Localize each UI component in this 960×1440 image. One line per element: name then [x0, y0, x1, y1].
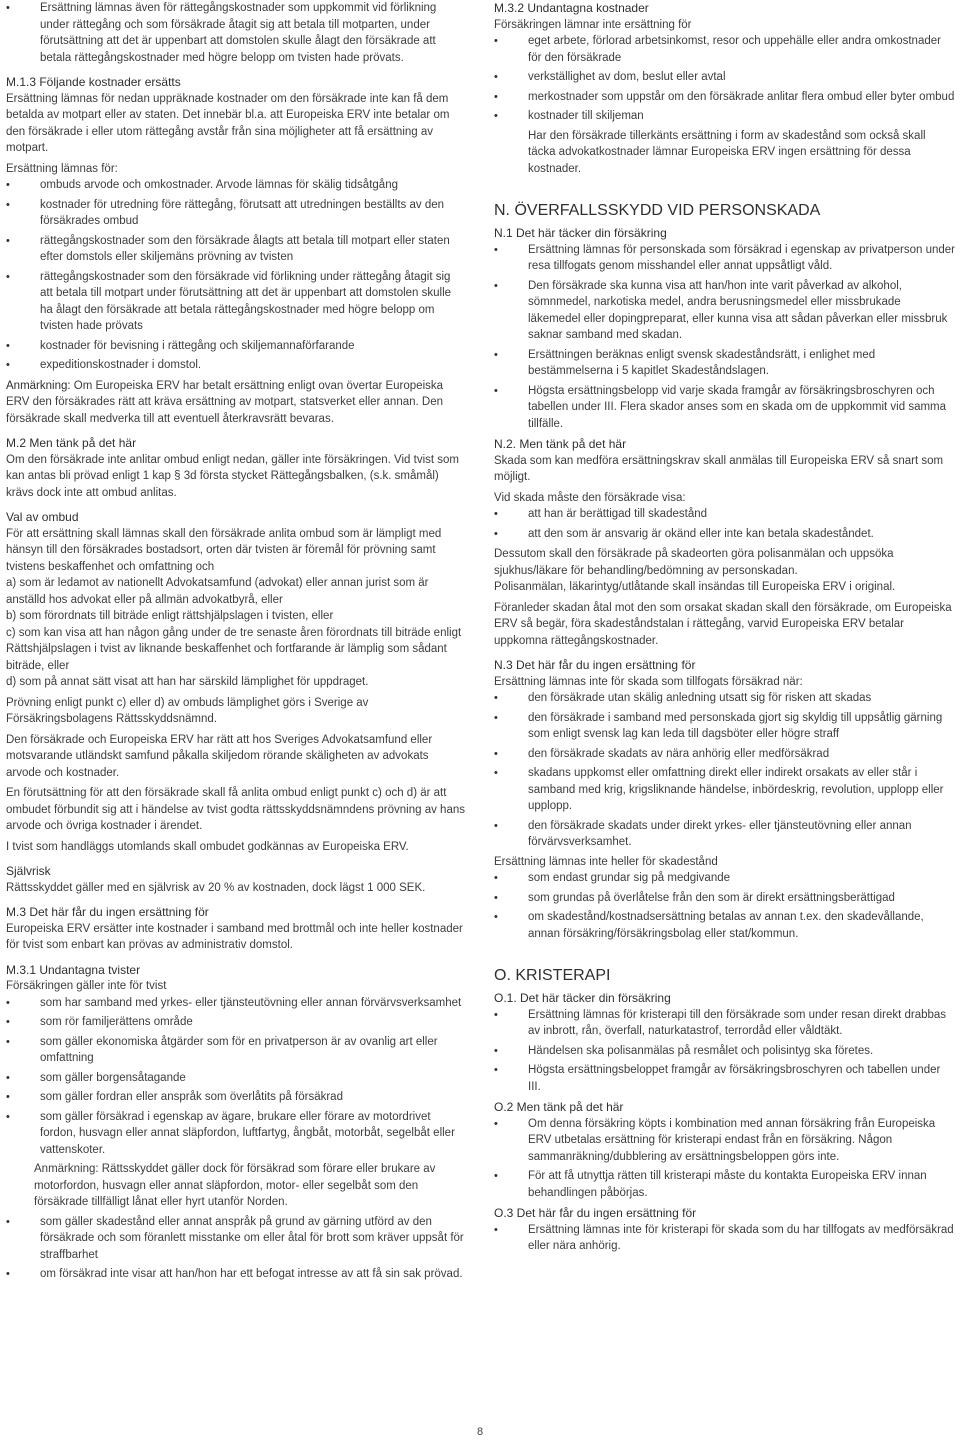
list-item: • skadans uppkomst eller omfattning direkt eller indirekt orsakats av eller står i samband med krig, krigsliknande händelse, inbördeskrig, revolution, upplopp eller upplopp. [494, 765, 956, 815]
paragraph: Om den försäkrade inte anlitar ombud enligt nedan, gäller inte försäkringen. Vid tvist som kan antas bli prövad enligt 1 kap § 3d första stycket Rättegångsbalken, (s.k. småmål) krävs dock inte att ombud anlitas. [6, 453, 460, 499]
list-item: • Ersättning lämnas för personskada som försäkrad i egenskap av privatperson under resa tillfogats genom misshandel eller annat uppsåtligt våld. [494, 242, 956, 275]
note-paragraph: Anmärkning: Rättsskyddet gäller dock för försäkrad som förare eller brukare av motorfordon, husvagn eller annat släpfordon, motor- eller segelbåt som den försäkrade tillfälligt lånat eller hyrt utanför Norden. [34, 1163, 436, 1208]
list-item: • rättegångskostnader som den försäkrade vid förlikning under rättegång åtagit sig att betala till motpart under förutsättning att det är uppenbart att domstolen skulle ha ålagt den försäkrade att betala rättegångskostnader med högre belopp om tvisten hade prövats [6, 269, 466, 335]
bullet-list [494, 1007, 956, 1096]
subsection-heading: Val av ombud [6, 510, 79, 524]
paragraph: För att ersättning skall lämnas skall den försäkrade anlita ombud som är lämpligt med hänsyn till den försäkrades bostadsort, orten där tvisten är föremål för prövning samt tvistens beskaffenhet och omfattning och [6, 527, 442, 573]
section-heading: M.3 Det här får du ingen ersättning för [6, 905, 209, 919]
bullet-list [494, 1116, 956, 1202]
subsection-heading: Självrisk [6, 864, 51, 878]
list-item: • som gäller ekonomiska åtgärder som för en privatperson är av ovanlig art eller omfattning [6, 1034, 466, 1067]
bullet-list [494, 242, 956, 433]
list-item: • kostnader för bevisning i rättegång och skiljemannaförfarande [6, 338, 466, 355]
note-text: Om Europeiska ERV har betalt ersättning enligt ovan övertar Europeiska ERV den försäkrades rätt att kräva ersättning av motpart, statsverket eller annan. Den försäkrade skall medverka till att eventuell återkravsrätt bevaras. [6, 379, 444, 425]
section-heading: N.3 Det här får du ingen ersättning för [494, 658, 696, 672]
list-item: • den försäkrade i samband med personskada gjort sig skyldig till uppsåtlig gärning som enligt svensk lag kan leda till dagsböter eller högre straff [494, 710, 956, 743]
section-heading: M.3.2 Undantagna kostnader [494, 1, 649, 15]
list-item: • Om denna försäkring köpts i kombination med annan försäkring från Europeiska ERV utbetalas ersättning för kristerapi endast från en försäkring. Någon sammanräkning/dubblering av ersättningsbeloppen görs inte. [494, 1116, 956, 1166]
list-item: • den försäkrade utan skälig anledning utsatt sig för risken att skadas [494, 690, 956, 707]
paragraph: Polisanmälan, läkarintyg/utlåtande skall insändas till Europeiska ERV i original. [494, 581, 896, 593]
list-item: • verkställighet av dom, beslut eller avtal [494, 69, 956, 86]
paragraph: Försäkringen lämnar inte ersättning för [494, 18, 692, 31]
section-heading: M.1.3 Följande kostnader ersätts [6, 75, 181, 89]
section-heading: M.2 Men tänk på det här [6, 436, 137, 450]
paragraph: Rättsskyddet gäller med en självrisk av 20 % av kostnaden, dock lägst 1 000 SEK. [6, 881, 426, 894]
paragraph: Prövning enligt punkt c) eller d) av ombuds lämplighet görs i Sverige av Försäkringsbolagens Rättsskyddsnämnd. [6, 696, 369, 725]
section-heading: O.2 Men tänk på det här [494, 1100, 624, 1114]
paragraph: Vid skada måste den försäkrade visa: [494, 491, 686, 504]
list-item: • som endast grundar sig på medgivande [494, 870, 956, 887]
list-item: • merkostnader som uppstår om den försäkrade anlitar flera ombud eller byter ombud [494, 89, 956, 106]
list-item: • som har samband med yrkes- eller tjänsteutövning eller annan förvärvsverksamhet [6, 995, 466, 1012]
list-item: • som rör familjerättens område [6, 1014, 466, 1031]
list-item: • som gäller skadestånd eller annat anspråk på grund av gärning utförd av den försäkrade och som föranlett misstanke om eller åtal för brott som kräver uppsåt för straffbarhet [6, 1214, 466, 1264]
paragraph: Skada som kan medföra ersättningskrav skall anmälas till Europeiska ERV så snart som möjligt. [494, 454, 944, 483]
note-paragraph [6, 378, 466, 428]
chapter-heading: O. KRISTERAPI [494, 967, 611, 984]
section-heading: M.3.1 Undantagna tvister [6, 962, 141, 977]
section-heading: N.1 Det här täcker din försäkring [494, 226, 667, 240]
list-item: • expeditionskostnader i domstol. [6, 357, 466, 374]
paragraph: Dessutom skall den försäkrade på skadeorten göra polisanmälan och uppsöka sjukhus/läkare för behandling/bedömning av personskadan. [494, 548, 894, 577]
list-item: • Högsta ersättningsbeloppet framgår av försäkringsbroschyren och tabellen under III. [494, 1062, 956, 1095]
list-item: • För att få utnyttja rätten till kristerapi måste du kontakta Europeiska ERV innan behandlingen påbörjas. [494, 1168, 956, 1201]
chapter-heading: N. ÖVERFALLSSKYDD VID PERSONSKADA [494, 202, 821, 219]
bullet-list [6, 1214, 466, 1283]
paragraph: c) som kan visa att han någon gång under de tre senaste åren förordnats till biträde enligt [6, 626, 462, 639]
paragraph: Försäkringen gäller inte för tvist [6, 980, 167, 992]
list-item: • den försäkrade skadats av nära anhörig eller medförsäkrad [494, 746, 956, 763]
list-item: • som gäller fordran eller anspråk som överlåtits på försäkrad [6, 1089, 466, 1106]
paragraph: Föranleder skadan åtal mot den som orsakat skadan skall den försäkrade, om Europeiska ERV så begär, föra skadeståndstalan i rättegång, varvid Europeiska ERV betalar uppkomna rättegångskostnader. [494, 601, 952, 647]
list-item: • Ersättning lämnas för kristerapi till den försäkrade som under resan direkt drabbas av inbrott, rån, överfall, naturkatastrof, terrordåd eller våldtäkt. [494, 1007, 956, 1040]
list-item: • rättegångskostnader som den försäkrade ålagts att betala till motpart eller staten efter domstols eller skiljemäns prövning av tvisten [6, 233, 466, 266]
list-item: • Ersättning lämnas inte för kristerapi för skada som du har tillfogats av medförsäkrad eller nära anhörig. [494, 1222, 956, 1255]
section-heading: O.1. Det här täcker din försäkring [494, 991, 671, 1005]
section-heading: O.3 Det här får du ingen ersättning för [494, 1206, 697, 1220]
page-number: 8 [476, 1426, 484, 1438]
list-item: • om skadestånd/kostnadsersättning betalas av annan t.ex. den skadevållande, annan försäkring/försäkringsbolag eller stat/kommun. [494, 909, 956, 942]
list-item: • kostnader för utredning före rättegång, förutsatt att utredningen beställts av den försäkrades ombud [6, 197, 466, 230]
list-item: • kostnader till skiljeman [494, 108, 956, 125]
paragraph: Den försäkrade och Europeiska ERV har rätt att hos Sveriges Advokatsamfund eller motsvarande utländskt samfund påkalla skiljedom rörande skäligheten av advokats arvode och kostnader. [6, 733, 433, 779]
paragraph: Ersättning lämnas inte heller för skadestånd [494, 855, 718, 868]
list-item: • Den försäkrade ska kunna visa att han/hon inte varit påverkad av alkohol, sömnmedel, narkotiska medel, andra berusningsmedel eller missbrukade läkemedel eller dopingpreparat, eller kunna visa att sådan påverkan eller missbruk saknar samband med skadan. [494, 278, 956, 344]
right-column [494, 0, 956, 1258]
list-item: • Högsta ersättningsbelopp vid varje skada framgår av försäkringsbroschyren och tabellen under III. Flera skador anses som en skada om de uppkommit vid samma tillfälle. [494, 383, 956, 433]
paragraph: Ersättning lämnas inte för skada som tillfogats försäkrad när: [494, 675, 803, 688]
list-item: • att den som är ansvarig är okänd eller inte kan betala skadeståndet. [494, 526, 956, 543]
paragraph: Ersättning lämnas för: [6, 162, 118, 175]
paragraph: I tvist som handläggs utomlands skall ombudet godkännas av Europeiska ERV. [6, 840, 409, 853]
paragraph: d) som på annat sätt visat att han har särskild lämplighet för uppdraget. [6, 676, 369, 688]
note-label: Anmärkning: [6, 379, 71, 392]
bullet-list [494, 1222, 956, 1255]
list-item: • eget arbete, förlorad arbetsinkomst, resor och uppehälle eller andra omkostnader för den försäkrade [494, 33, 956, 66]
list-item: • att han är berättigad till skadestånd [494, 506, 956, 523]
list-item: • som grundas på överlåtelse från den som är direkt ersättningsberättigad [494, 890, 956, 907]
paragraph: b) som förordnats till biträde enligt rättshjälpslagen i tvisten, eller [6, 610, 334, 622]
bullet-list [6, 177, 466, 374]
paragraph: Europeiska ERV ersätter inte kostnader i samband med brottmål och inte heller kostnader för tvist som enbart kan prövas av administrativ domstol. [6, 922, 463, 951]
paragraph: En förutsättning för att den försäkrade skall få anlita ombud enligt punkt c) och d) är att ombudet förbundit sig att i händelse av tvist godta rättsskyddsnämndens prövning av hans arvode och övriga kostnader i ärendet. [6, 787, 465, 832]
list-item: • om försäkrad inte visar att han/hon har ett befogat intresse av att få sin sak prövad. [6, 1266, 466, 1283]
bullet-list [494, 870, 956, 942]
list-item: • Ersättningen beräknas enligt svensk skadeståndsrätt, i enlighet med bestämmelserna i 5 kapitlet Skadeståndslagen. [494, 347, 956, 380]
paragraph: Har den försäkrade tillerkänts ersättning i form av skadestånd som också skall täcka advokatkostnader lämnar Europeiska ERV ingen ersättning för dessa kostnader. [528, 129, 926, 175]
paragraph: Rättshjälpslagen i tvist av liknande beskaffenhet och fortfarande är lämplig som sådant biträde, eller [6, 643, 447, 672]
list-item: • som gäller borgensåtagande [6, 1070, 466, 1087]
section-heading: N.2. Men tänk på det här [494, 437, 627, 451]
list-item: • ombuds arvode och omkostnader. Arvode lämnas för skälig tidsåtgång [6, 177, 466, 194]
left-column [6, 0, 466, 1286]
bullet-list [494, 690, 956, 851]
paragraph: a) som är ledamot av nationellt Advokatsamfund (advokat) eller annan jurist som är anställd hos advokat eller på allmän advokatbyrå, eller [6, 577, 429, 606]
list-item: • Ersättning lämnas även för rättegångskostnader som uppkommit vid förlikning under rättegång och som försäkrade åtagit sig att betala till motparten, under förutsättning att det är uppenbart att domstolen skulle ålagt den försäkrade att betala rättegångskostnader med högre belopp om tvisten hade prövats. [6, 0, 466, 66]
bullet-list [6, 995, 466, 1159]
paragraph: Ersättning lämnas för nedan uppräknade kostnader om den försäkrade inte kan få dem betalda av motpart eller av staten. Det innebär bl.a. att Europeiska ERV inte betalar om den försäkrade i eller utom rättegång avstår från sina möjligheter att få ersättning av motpart. [6, 92, 450, 154]
list-item: • som gäller försäkrad i egenskap av ägare, brukare eller förare av motordrivet fordon, husvagn eller annat släpfordon, luftfartyg, ångbåt, motorbåt, segelbåt eller vattenskoter. [6, 1109, 466, 1159]
list-item: • den försäkrade skadats under direkt yrkes- eller tjänsteutövning eller annan förvärvsverksamhet. [494, 818, 956, 851]
list-item: • Händelsen ska polisanmälas på resmålet och polisintyg ska företes. [494, 1043, 956, 1060]
bullet-list [494, 506, 956, 542]
bullet-list [494, 33, 956, 125]
